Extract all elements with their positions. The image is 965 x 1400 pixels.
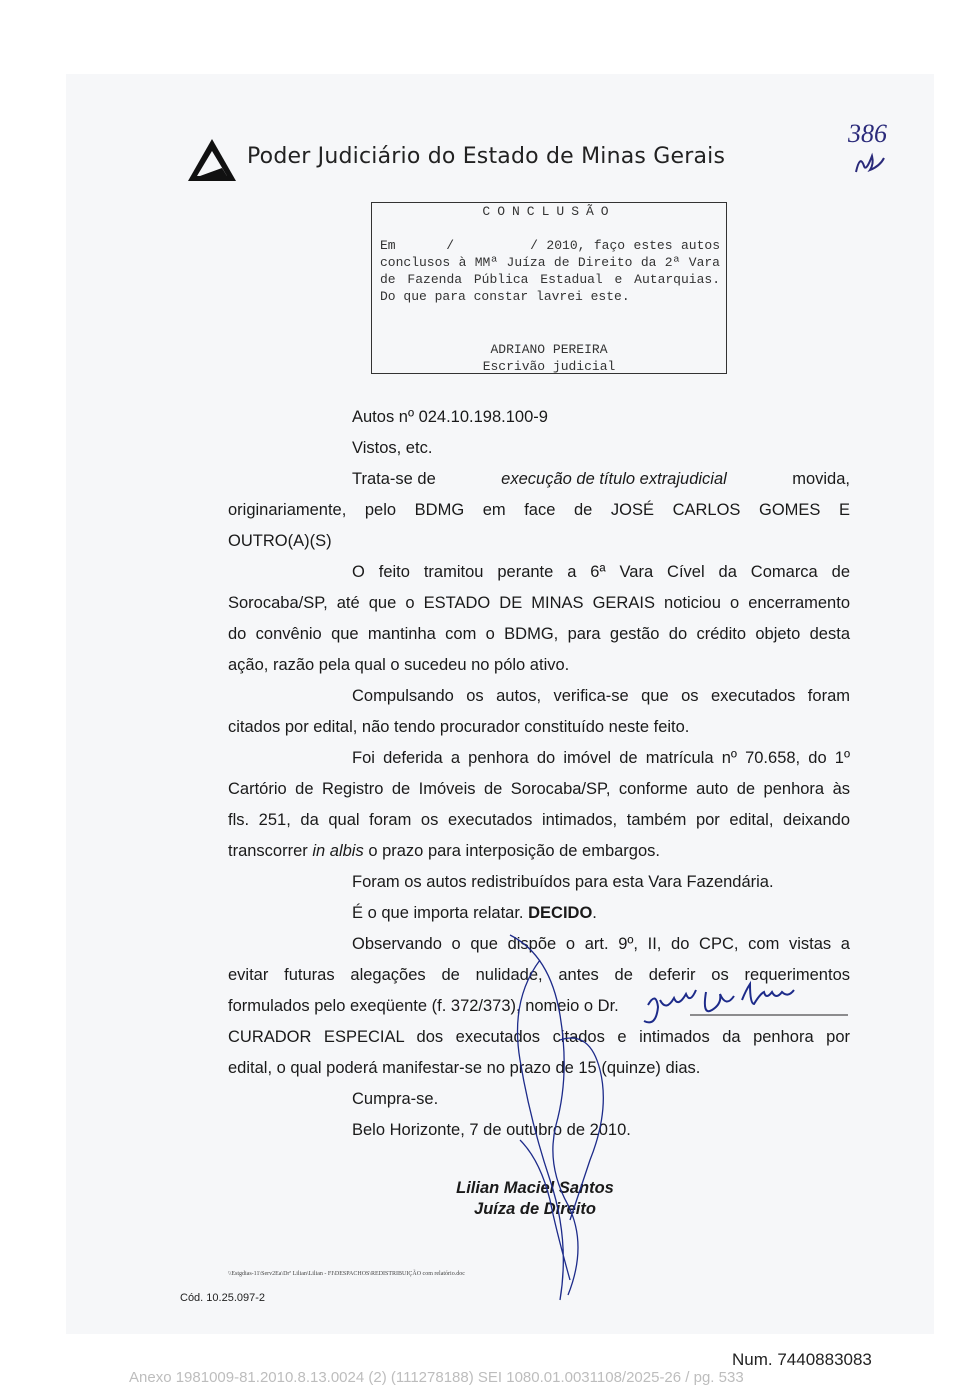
p6-text-a: É o que importa relatar. [352, 904, 529, 922]
paragraph-4-line-1: Foi deferida a penhora do imóvel de matrícula nº 70.658, do 1º [352, 749, 850, 767]
date-line: Belo Horizonte, 7 de outubro de 2010. [352, 1121, 631, 1139]
autos-number: Autos nº 024.10.198.100-9 [352, 408, 548, 426]
paragraph-7-line-3: formulados pelo exeqüente (f. 372/373), nomeio o Dr. [228, 997, 619, 1015]
paragraph-3-line-1: Compulsando os autos, verifica-se que os executados foram [352, 687, 850, 705]
p4-italic: in albis [312, 842, 364, 860]
paragraph-8: Cumpra-se. [352, 1090, 439, 1108]
vistos-line: Vistos, etc. [352, 439, 433, 457]
paragraph-4-line-2: Cartório de Registro de Imóveis de Sorocaba/SP, conforme auto de penhora às [228, 780, 850, 798]
paragraph-7-line-4: CURADOR ESPECIAL dos executados citados e intimados da penhora por [228, 1028, 850, 1046]
paragraph-2-line-1: O feito tramitou perante a 6ª Vara Cível da Comarca de [352, 563, 850, 581]
svg-text:386: 386 [848, 119, 887, 148]
conclusao-signer-name: ADRIANO PEREIRA [490, 342, 608, 357]
conclusao-stamp [371, 202, 727, 374]
paragraph-7-line-1: Observando o que dispõe o art. 9º, II, do CPC, com vistas a [352, 935, 850, 953]
paragraph-5: Foram os autos redistribuídos para esta Vara Fazendária. [352, 873, 774, 891]
conclusao-text: Em / / 2010, faço estes autos conclusos à MMª Juíza de Direito da 2ª Vara de Fazenda Pública Estadual e Autarquias. Do que para constar lavrei este. [380, 238, 728, 304]
p6-text-c: . [592, 904, 597, 922]
paragraph-3-line-2: citados por edital, não tendo procurador constituído neste feito. [228, 718, 690, 736]
institution-title: Poder Judiciário do Estado de Minas Gerais [247, 144, 726, 169]
conclusao-title: CONCLUSÃO [482, 204, 616, 219]
paragraph-4-line-4 [228, 836, 660, 867]
document-number: Num. 7440883083 [732, 1350, 872, 1369]
document-code: Cód. 10.25.097-2 [180, 1292, 266, 1304]
judge-role: Juíza de Direito [474, 1200, 596, 1218]
paragraph-1-line-1 [352, 464, 850, 495]
paragraph-2-line-4: ação, razão pela qual o sucedeu no pólo ativo. [228, 656, 570, 674]
triangle-logo-icon [186, 137, 238, 183]
handwritten-folio-number [842, 112, 912, 182]
p1-text-c: movida, [792, 470, 850, 488]
p1-italic: execução de título extrajudicial [501, 470, 727, 488]
p6-decido: DECIDO [528, 904, 593, 922]
annex-footer: Anexo 1981009-81.2010.8.13.0024 (2) (111278188) SEI 1080.01.0031108/2025-26 / pg. 533 [129, 1369, 744, 1386]
paragraph-7-line-5: edital, o qual poderá manifestar-se no prazo de 15 (quinze) dias. [228, 1059, 701, 1077]
judge-name: Lilian Maciel Santos [456, 1179, 614, 1197]
file-path: \\Estgdias-11\Serv2Ea\Drª Lilian\Lilian - FI\DESPACHOS\REDISTRIBUIÇÃO com relatório.doc [228, 1271, 465, 1277]
paragraph-2-line-3: do convênio que mantinha com o BDMG, para gestão do crédito objeto desta [228, 625, 850, 643]
paragraph-7-line-2: evitar futuras alegações de nulidade, antes de deferir os requerimentos [228, 966, 850, 984]
paragraph-4-line-3: fls. 251, da qual foram os executados intimados, também por edital, deixando [228, 811, 850, 829]
p4-text-c: o prazo para interposição de embargos. [363, 842, 660, 860]
paragraph-1-line-3: OUTRO(A)(S) [228, 532, 332, 550]
paragraph-6 [352, 898, 597, 929]
p4-text-a: transcorrer [228, 842, 313, 860]
conclusao-signer-role: Escrivão judicial [482, 359, 616, 374]
paragraph-1-line-2: originariamente, pelo BDMG em face de JOSÉ CARLOS GOMES E [228, 501, 850, 519]
paragraph-2-line-2: Sorocaba/SP, até que o ESTADO DE MINAS GERAIS noticiou o encerramento [228, 594, 850, 612]
p1-text-a: Trata-se de [352, 470, 436, 488]
